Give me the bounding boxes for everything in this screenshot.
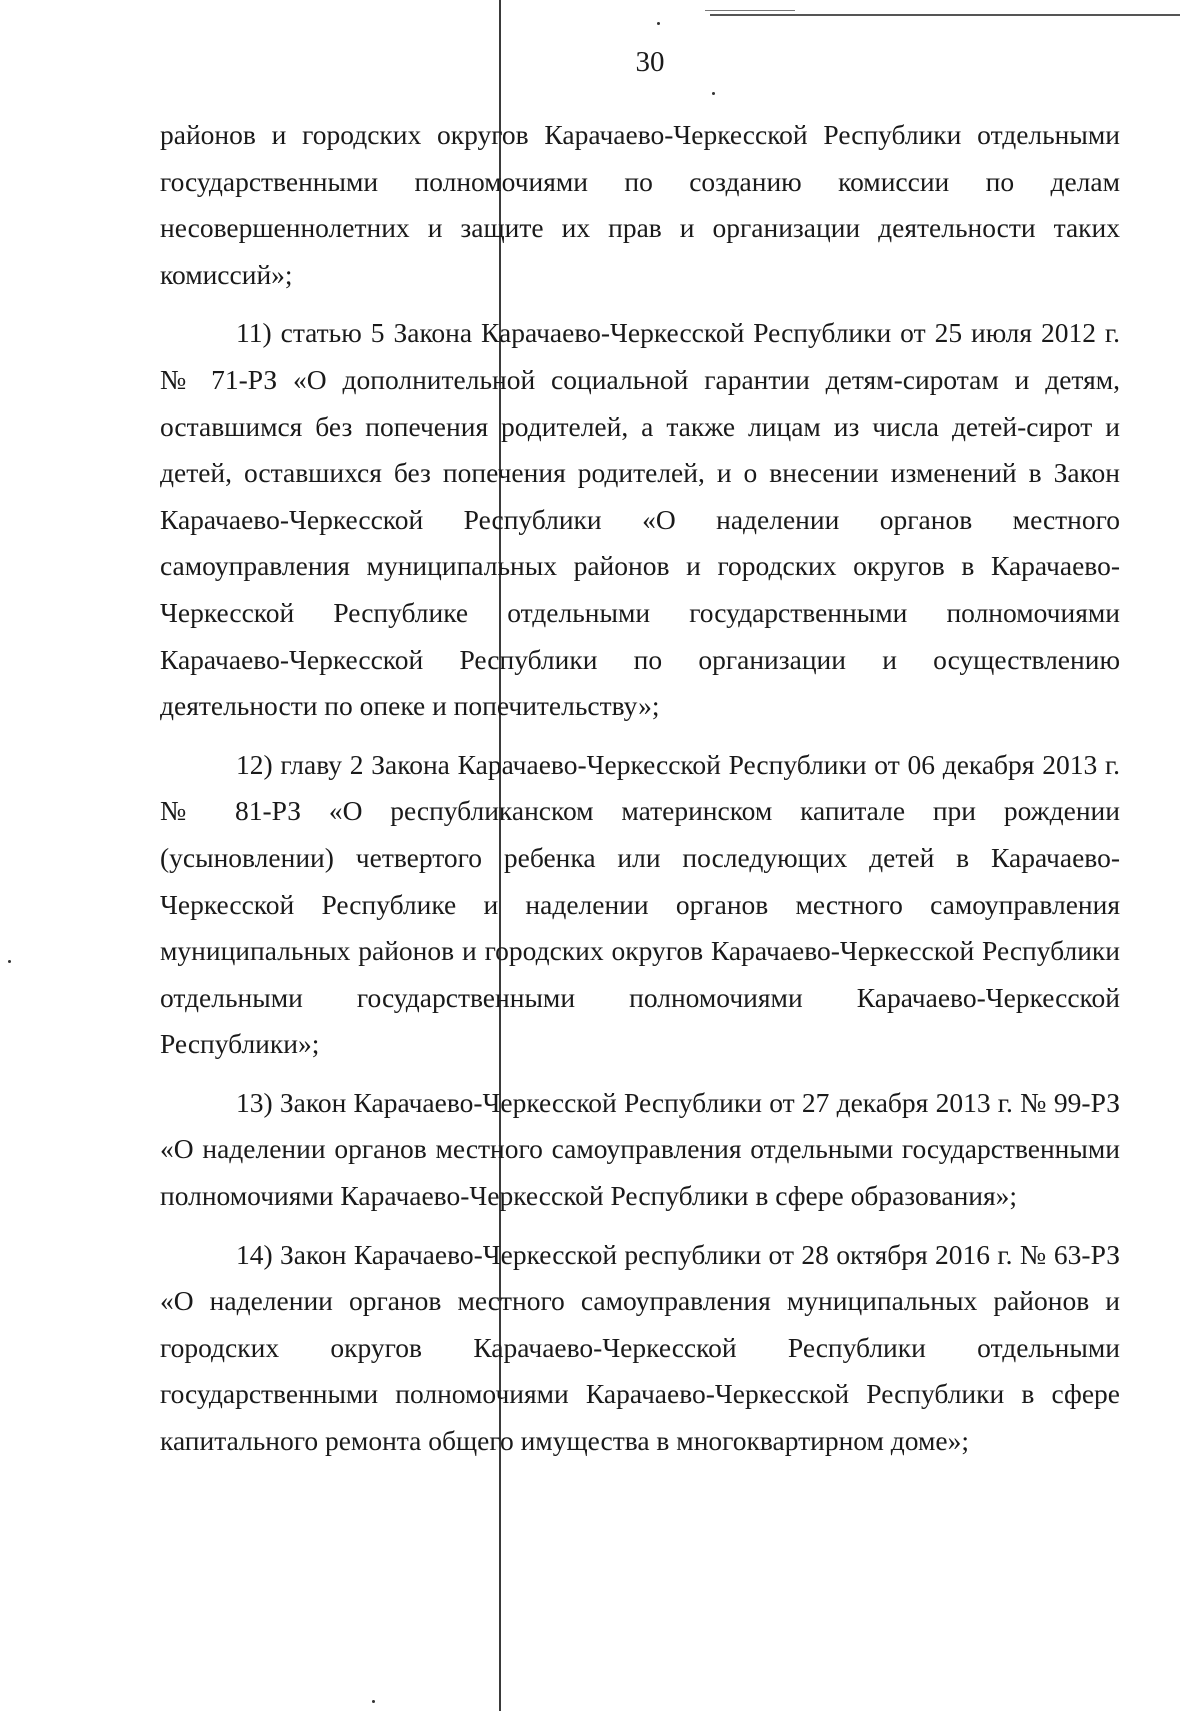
scan-speck — [657, 22, 660, 25]
paragraph-12: 12) главу 2 Закона Карачаево-Черкесской Республики от 06 декабря 2013 г. № 81-РЗ «О республиканском материнском капитале при рождении (усыновлении) четвертого ребенка или последующих детей в Карачаево-Черкесской Республике и наделении органов местного самоуправления муниципальных районов и городских округов Карачаево-Черкесской Республики отдельными государственными полномочиями Карачаево-Черкесской Республики»; — [160, 748, 1120, 1060]
scan-artifact-line — [710, 14, 1180, 16]
paragraph-14: 14) Закон Карачаево-Черкесской республики от 28 октября 2016 г. № 63-РЗ «О наделении органов местного самоуправления муниципальных районов и городских округов Карачаево-Черкесской Республики отдельными государственными полномочиями Карачаево-Черкесской Республики в сфере капитального ремонта общего имущества в многоквартирном доме»; — [160, 1238, 1120, 1457]
scan-artifact-line — [705, 10, 795, 11]
paragraph-10-continuation: районов и городских округов Карачаево-Черкесской Республики отдельными государственными полномочиями по созданию комиссии по делам несовершеннолетних и защите их прав и организации деятельности таких комиссий»; — [160, 119, 1120, 290]
document-body — [160, 112, 1120, 1477]
scan-speck — [712, 92, 715, 95]
paragraph-11: 11) статью 5 Закона Карачаево-Черкесской Республики от 25 июля 2012 г. № 71-РЗ «О дополнительной социальной гарантии детям-сиротам и детям, оставшимся без попечения родителей, а также лицам из числа детей-сирот и детей, оставшихся без попечения родителей, и о внесении изменений в Закон Карачаево-Черкесской Республики «О наделении органов местного самоуправления муниципальных районов и городских округов в Карачаево-Черкесской Республике отдельными государственными полномочиями Карачаево-Черкесской Республики по организации и осуществлению деятельности по опеке и попечительству»; — [160, 317, 1120, 722]
scan-speck — [372, 1700, 375, 1703]
page-number: 30 — [635, 46, 665, 78]
scan-speck — [8, 960, 11, 963]
paragraph-13: 13) Закон Карачаево-Черкесской Республики от 27 декабря 2013 г. № 99-РЗ «О наделении органов местного самоуправления отдельными государственными полномочиями Карачаево-Черкесской Республики в сфере образования»; — [160, 1086, 1120, 1212]
